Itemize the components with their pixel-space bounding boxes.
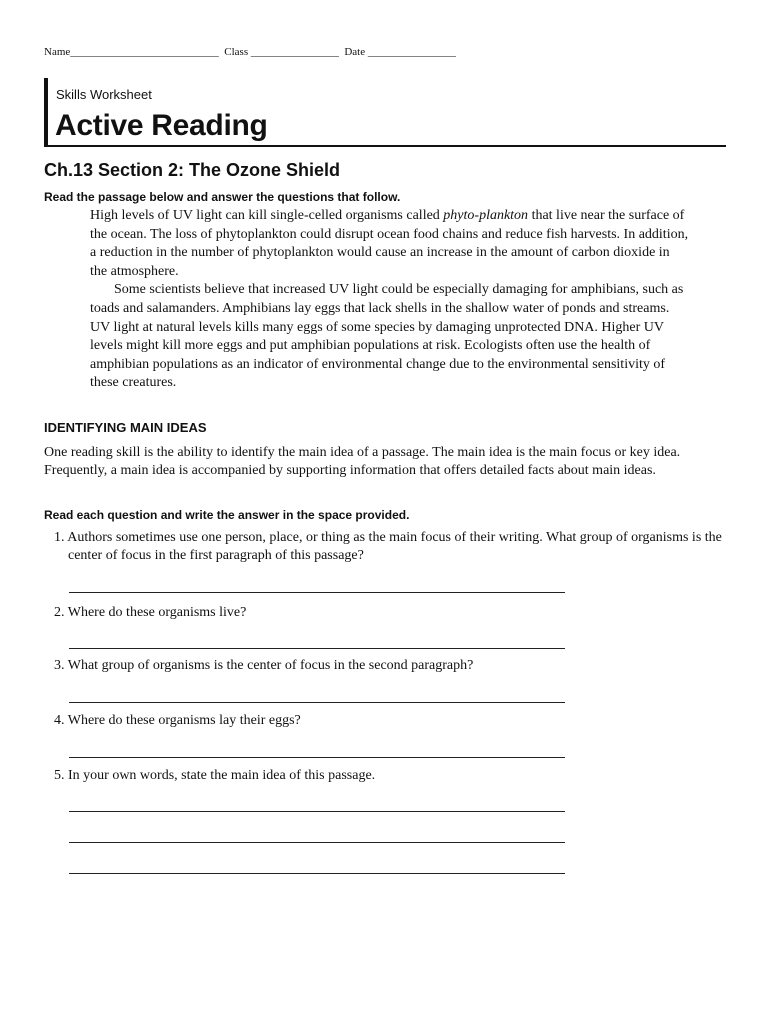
question-5: 5. In your own words, state the main idea of this passage. [54,768,376,783]
banner-rule [44,145,726,147]
answer-line-2[interactable] [69,648,565,649]
question-instruction: Read each question and write the answer in the space provided. [44,508,410,522]
question-3: 3. What group of organisms is the center of focus in the second paragraph? [54,658,474,673]
passage-paragraph-2: Some scientists believe that increased UV light could be especially damaging for amphibians, such as toads and salamanders. Amphibians lay eggs that lack shells in the shallow water of ponds and streams. UV light at natural levels kills many eggs of some species by damaging unprotected DNA. Higher UV levels might kill more eggs and put amphibian populations at risk. Ecologists often use the health of amphibian populations as an indicator of environmental change due to the environmental sensitivity of these creatures. [90,282,684,391]
question-4: 4. Where do these organisms lay their eggs? [54,713,301,728]
phyto-plankton-term: phyto-plankton [443,208,529,223]
answer-line-1[interactable] [69,592,565,593]
skill-heading: IDENTIFYING MAIN IDEAS [44,420,207,435]
reading-passage [90,207,690,393]
worksheet-subtitle: Skills Worksheet [56,87,152,102]
skill-intro: One reading skill is the ability to identify the main idea of a passage. The main idea is the main focus or key idea. Frequently, a main idea is accompanied by supporting information that offers detailed facts about main ideas. [44,445,681,479]
answer-line-5b[interactable] [69,842,565,843]
answer-line-4[interactable] [69,757,565,758]
question-1: 1. Authors sometimes use one person, place, or thing as the main focus of their writing. What group of organisms is the center of focus in the first paragraph of this passage? [54,530,722,564]
answer-line-5a[interactable] [69,811,565,812]
answer-line-5c[interactable] [69,873,565,874]
answer-line-3[interactable] [69,702,565,703]
worksheet-title: Active Reading [55,109,268,142]
section-title: Ch.13 Section 2: The Ozone Shield [44,160,341,180]
name-class-date-line: Name___________________________ Class ________________ Date ________________ [44,46,456,58]
banner-left-bar [44,78,48,146]
passage-instruction: Read the passage below and answer the questions that follow. [44,190,401,204]
worksheet-banner [44,78,726,148]
passage-paragraph-1: High levels of UV light can kill single-celled organisms called phyto-plankton that live near the surface of the ocean. The loss of phytoplankton could disrupt ocean food chains and reduce fish harvests. In addition, a reduction in the number of phytoplankton would cause an increase in the amount of carbon dioxide in the atmosphere. [90,208,689,279]
question-2: 2. Where do these organisms live? [54,605,247,620]
